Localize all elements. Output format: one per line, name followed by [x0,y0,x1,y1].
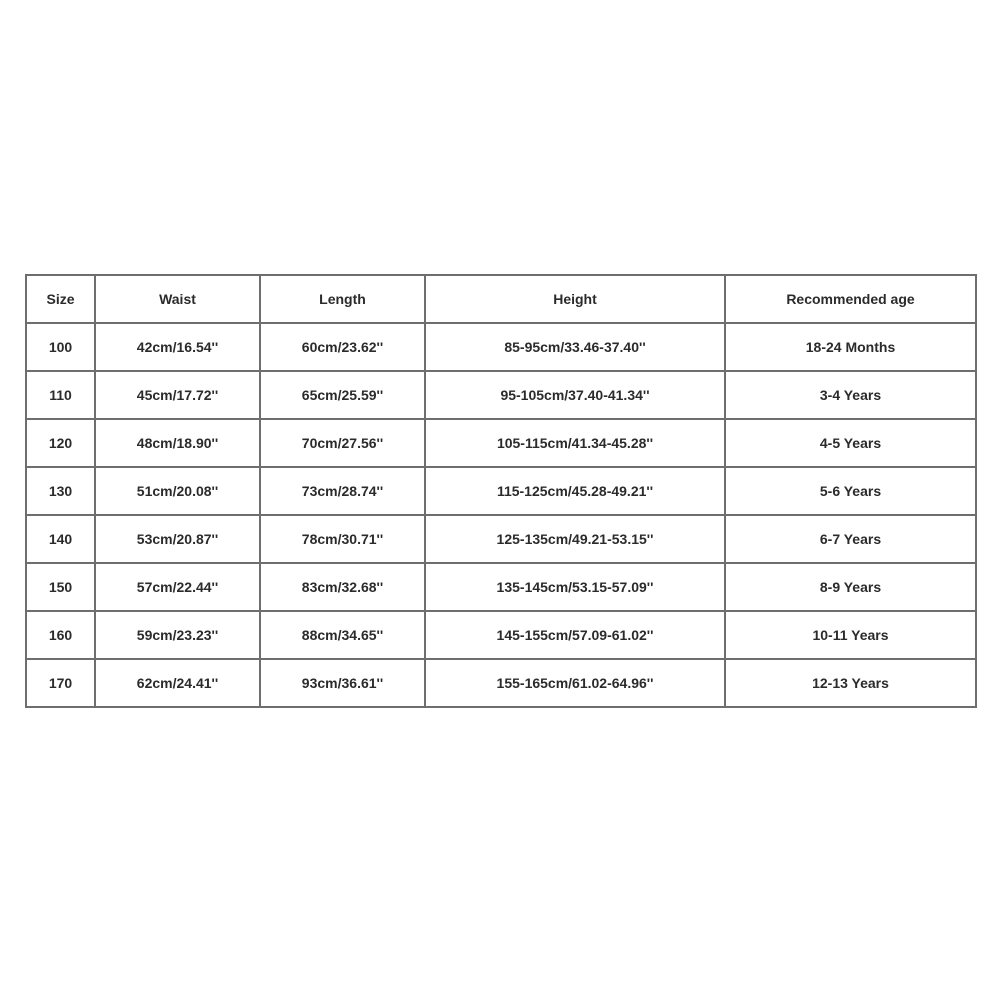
cell-waist: 45cm/17.72'' [95,371,260,419]
cell-size: 100 [26,323,95,371]
table-row [26,563,976,611]
header-size: Size [26,275,95,323]
header-waist: Waist [95,275,260,323]
cell-height: 115-125cm/45.28-49.21'' [425,467,725,515]
cell-recommended-age: 4-5 Years [725,419,976,467]
cell-waist: 57cm/22.44'' [95,563,260,611]
cell-waist: 62cm/24.41'' [95,659,260,707]
cell-length: 70cm/27.56'' [260,419,425,467]
cell-height: 155-165cm/61.02-64.96'' [425,659,725,707]
table-row [26,659,976,707]
cell-size: 130 [26,467,95,515]
cell-size: 170 [26,659,95,707]
header-length: Length [260,275,425,323]
cell-size: 110 [26,371,95,419]
cell-height: 135-145cm/53.15-57.09'' [425,563,725,611]
cell-height: 145-155cm/57.09-61.02'' [425,611,725,659]
cell-waist: 42cm/16.54'' [95,323,260,371]
table-header-row [26,275,976,323]
cell-recommended-age: 5-6 Years [725,467,976,515]
table-row [26,419,976,467]
cell-length: 78cm/30.71'' [260,515,425,563]
cell-height: 85-95cm/33.46-37.40'' [425,323,725,371]
cell-height: 105-115cm/41.34-45.28'' [425,419,725,467]
cell-height: 95-105cm/37.40-41.34'' [425,371,725,419]
cell-height: 125-135cm/49.21-53.15'' [425,515,725,563]
cell-waist: 59cm/23.23'' [95,611,260,659]
cell-size: 150 [26,563,95,611]
cell-waist: 48cm/18.90'' [95,419,260,467]
header-height: Height [425,275,725,323]
cell-recommended-age: 8-9 Years [725,563,976,611]
table-row [26,515,976,563]
cell-recommended-age: 6-7 Years [725,515,976,563]
cell-size: 120 [26,419,95,467]
cell-recommended-age: 12-13 Years [725,659,976,707]
cell-length: 93cm/36.61'' [260,659,425,707]
cell-length: 83cm/32.68'' [260,563,425,611]
cell-length: 73cm/28.74'' [260,467,425,515]
cell-recommended-age: 18-24 Months [725,323,976,371]
cell-length: 65cm/25.59'' [260,371,425,419]
cell-length: 88cm/34.65'' [260,611,425,659]
table-row [26,611,976,659]
header-recommended-age: Recommended age [725,275,976,323]
cell-waist: 51cm/20.08'' [95,467,260,515]
cell-waist: 53cm/20.87'' [95,515,260,563]
table-row [26,371,976,419]
cell-recommended-age: 3-4 Years [725,371,976,419]
table-row [26,323,976,371]
cell-recommended-age: 10-11 Years [725,611,976,659]
size-chart-table [25,274,977,708]
table-row [26,467,976,515]
cell-size: 160 [26,611,95,659]
cell-length: 60cm/23.62'' [260,323,425,371]
cell-size: 140 [26,515,95,563]
